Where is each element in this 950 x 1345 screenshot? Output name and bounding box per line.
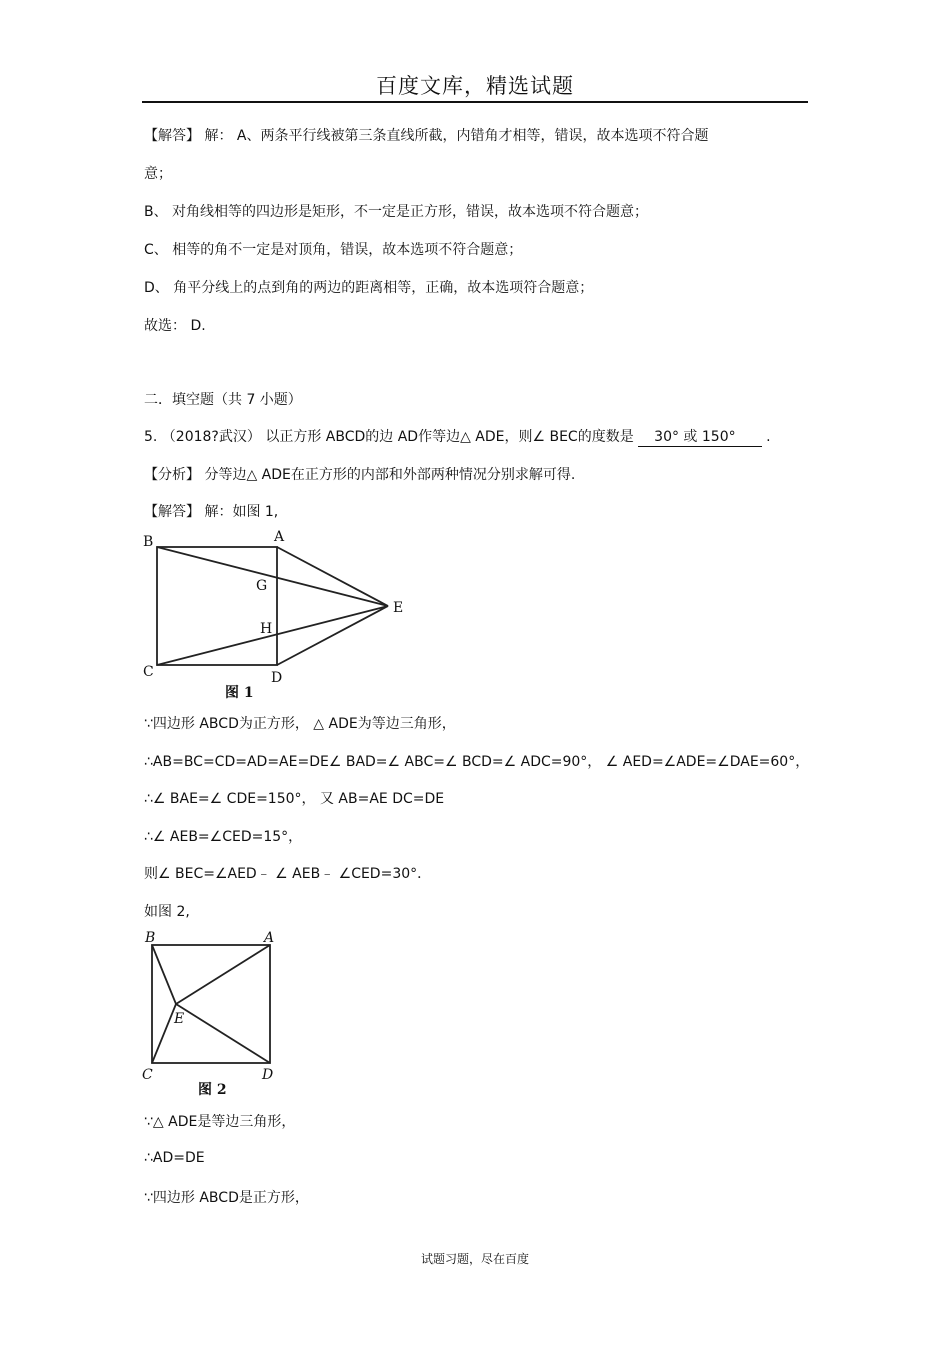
- figure-1-square: [157, 547, 277, 665]
- text-line-16: 如图 2,: [144, 904, 190, 920]
- text-line-5: D、 角平分线上的点到角的两边的距离相等，正确，故本选项符合题意；: [144, 280, 594, 296]
- label-C: C: [143, 664, 154, 680]
- segment-DE-2: [176, 1004, 270, 1063]
- segment-DE: [277, 606, 388, 665]
- page-footer: 试题习题，尽在百度: [420, 1252, 529, 1266]
- question-5-text: 5. （2018?武汉） 以正方形 ABCD的边 AD作等边△ ADE，则∠ BEC的度数是: [144, 429, 634, 445]
- segment-CE-2: [152, 1004, 176, 1063]
- figure-2: [140, 925, 290, 1103]
- section-heading: 二．填空题（共 7 小题）: [144, 392, 302, 408]
- text-line-6: 故选： D.: [144, 318, 206, 334]
- label-D: D: [271, 670, 283, 686]
- label-B-2: B: [145, 930, 156, 946]
- text-line-2: 意；: [144, 166, 172, 182]
- answer-blank: 30° 或 150°: [638, 426, 761, 447]
- segment-CE: [157, 606, 388, 665]
- figure-2-caption: 图 2: [198, 1082, 227, 1098]
- label-E-2: E: [174, 1011, 185, 1027]
- segment-BE: [157, 547, 388, 606]
- label-H: H: [260, 621, 273, 637]
- segment-BE-2: [152, 945, 176, 1004]
- text-line-12: ∴AB=BC=CD=AD=AE=DE∠ BAD=∠ ABC=∠ BCD=∠ ADC=90°， ∠ AED=∠ADE=∠DAE=60°，: [144, 754, 810, 770]
- text-line-17: ∵△ ADE是等边三角形，: [144, 1114, 296, 1130]
- text-line-14: ∴∠ AEB=∠CED=15°，: [144, 829, 303, 845]
- text-line-4: C、 相等的角不一定是对顶角，错误，故本选项不符合题意；: [144, 242, 523, 258]
- analysis-line: 【分析】 分等边△ ADE在正方形的内部和外部两种情况分别求解可得.: [144, 467, 576, 483]
- label-G: G: [256, 578, 268, 594]
- header-rule: [142, 101, 808, 103]
- text-line-15: 则∠ BEC=∠AED﹣ ∠ AEB﹣ ∠CED=30°．: [144, 866, 432, 882]
- text-line-18: ∴AD=DE: [144, 1150, 205, 1166]
- solution-line: 【解答】 解：如图 1,: [144, 504, 279, 520]
- question-5-end: .: [766, 429, 771, 445]
- label-B: B: [143, 534, 154, 550]
- figure-1-diagram: [140, 525, 420, 705]
- segment-AE-2: [176, 945, 270, 1004]
- text-line-19: ∵四边形 ABCD是正方形，: [144, 1190, 309, 1206]
- figure-1-caption: 图 1: [225, 685, 254, 701]
- question-5: [144, 426, 771, 447]
- text-line-1: 【解答】 解： A、两条平行线被第三条直线所截，内错角才相等，错误，故本选项不符合题: [144, 128, 709, 144]
- label-D-2: D: [262, 1067, 274, 1083]
- text-line-3: B、 对角线相等的四边形是矩形，不一定是正方形，错误，故本选项不符合题意；: [144, 204, 649, 220]
- figure-1: [140, 525, 420, 705]
- figure-2-square: [152, 945, 270, 1063]
- label-E: E: [393, 600, 404, 616]
- label-A-2: A: [264, 930, 275, 946]
- text-line-11: ∵四边形 ABCD为正方形， △ ADE为等边三角形，: [144, 716, 456, 732]
- figure-2-diagram: [140, 925, 290, 1103]
- label-A: A: [274, 529, 285, 545]
- segment-AE: [277, 547, 388, 606]
- page-header-title: 百度文库，精选试题: [376, 74, 574, 98]
- text-line-13: ∴∠ BAE=∠ CDE=150°， 又 AB=AE DC=DE: [144, 791, 445, 807]
- label-C-2: C: [142, 1067, 153, 1083]
